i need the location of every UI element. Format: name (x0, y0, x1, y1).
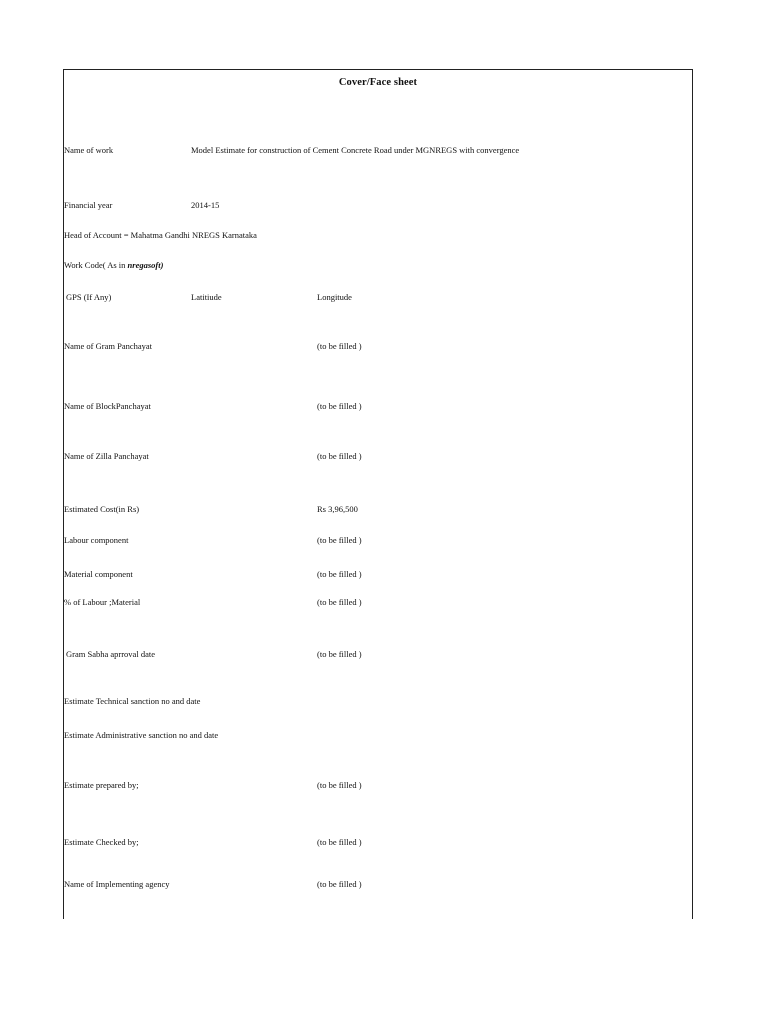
checked-by-value: (to be filled ) (317, 837, 362, 847)
gram-sabha-value: (to be filled ) (317, 649, 362, 659)
zilla-panchayat-label: Name of Zilla Panchayat (64, 451, 149, 461)
page-title: Cover/Face sheet (338, 77, 418, 88)
financial-year-value: 2014-15 (191, 200, 220, 210)
labour-component-label: Labour component (64, 535, 129, 545)
name-of-work-value: Model Estimate for construction of Cement Concrete Road under MGNREGS with convergence (191, 145, 520, 155)
estimated-cost-value: Rs 3,96,500 (317, 504, 358, 514)
gram-panchayat-value: (to be filled ) (317, 341, 362, 351)
block-panchayat-label: Name of BlockPanchayat (64, 401, 151, 411)
prepared-by-label: Estimate prepared by; (64, 780, 139, 790)
cover-sheet (63, 69, 693, 919)
head-of-account: Head of Account = Mahatma Gandhi NREGS Karnataka (64, 230, 257, 240)
material-component-value: (to be filled ) (317, 569, 362, 579)
technical-sanction-label: Estimate Technical sanction no and date (64, 696, 201, 706)
labour-material-pct-label: % of Labour ;Material (64, 597, 141, 607)
checked-by-label: Estimate Checked by; (64, 837, 139, 847)
prepared-by-value: (to be filled ) (317, 780, 362, 790)
implementing-agency-value: (to be filled ) (317, 879, 362, 889)
gram-panchayat-label: Name of Gram Panchayat (64, 341, 153, 351)
financial-year-label: Financial year (64, 200, 113, 210)
estimated-cost-label: Estimated Cost(in Rs) (64, 504, 140, 514)
work-code-label (64, 260, 163, 271)
administrative-sanction-label: Estimate Administrative sanction no and date (64, 730, 219, 740)
gram-sabha-label: Gram Sabha aprroval date (66, 649, 155, 659)
gps-latitude-label: Latitiude (191, 292, 222, 302)
gps-longitude-label: Longitude (317, 292, 352, 302)
work-code-label-prefix: Work Code( As in (64, 260, 128, 270)
name-of-work-label: Name of work (64, 145, 114, 155)
labour-component-value: (to be filled ) (317, 535, 362, 545)
work-code-label-italic: nregasoft) (127, 260, 164, 270)
block-panchayat-value: (to be filled ) (317, 401, 362, 411)
gps-label: GPS (If Any) (66, 292, 112, 302)
implementing-agency-label: Name of Implementing agency (64, 879, 170, 889)
zilla-panchayat-value: (to be filled ) (317, 451, 362, 461)
material-component-label: Material component (64, 569, 133, 579)
labour-material-pct-value: (to be filled ) (317, 597, 362, 607)
